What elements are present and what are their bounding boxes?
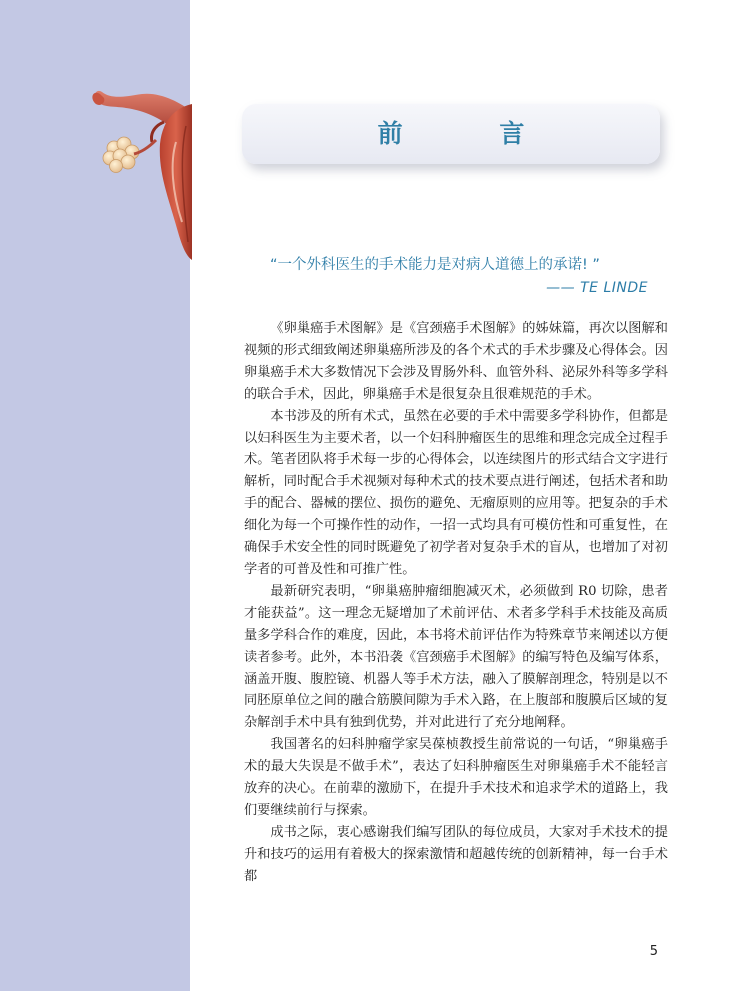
paragraph-1: 《卵巢癌手术图解》是《宫颈癌手术图解》的姊妹篇，再次以图解和视频的形式细致阐述卵巢癌所涉及的各个术式的手术步骤及心得体会。因卵巢癌手术大多数情况下会涉及胃肠外科、血管外科、泌尿外科等多学科的联合手术，因此，卵巢癌手术是很复杂且很难规范的手术。 [244,321,668,402]
epigraph-quote: “一个外科医生的手术能力是对病人道德上的承诺! ” [270,257,600,273]
paragraph-2: 本书涉及的所有术式，虽然在必要的手术中需要多学科协作，但都是以妇科医生为主要术者，以一个妇科肿瘤医生的思维和理念完成全过程手术。笔者团队将手术每一步的心得体会，以连续图片的形式结合文字进行解析，同时配合手术视频对每种术式的技术要点进行阐述，包括术者和助手的配合、器械的摆位、损伤的避免、无瘤原则的应用等。把复杂的手术细化为每一个可操作性的动作，一招一式均具有可模仿性和可重复性，在确保手术安全性的同时既避免了初学者对复杂手术的盲从，也增加了对初学者的可普及性和可推广性。 [244,408,668,577]
title-banner [242,104,660,164]
body-text [244,318,668,888]
paragraph-4: 我国著名的妇科肿瘤学家吴葆桢教授生前常说的一句话，“卵巢癌手术的最大失误是不做手术”，表达了妇科肿瘤医生对卵巢癌手术不能轻言放弃的决心。在前辈的激励下，在提升手术技术和追求学术的道路上，我们要继续前行与探索。 [244,737,668,818]
epigraph-author: —— TE LINDE [546,280,648,296]
page-number: 5 [649,944,658,959]
page-title: 前 言 [377,119,569,148]
paragraph-3: 最新研究表明，“卵巢癌肿瘤细胞减灭术，必须做到 R0 切除，患者才能获益”。这一理念无疑增加了术前评估、术者多学科手术技能及高质量多学科合作的难度，因此，本书将术前评估作为特殊章节来阐述以方便读者参考。此外，本书沿袭《宫颈癌手术图解》的编写特色及编写体系，涵盖开腹、腹腔镜、机器人等手术方法，融入了膜解剖理念，特别是以不同胚原单位之间的融合筋膜间隙为手术入路，在上腹部和腹膜后区域的复杂解剖手术中具有独到优势，并对此进行了充分地阐释。 [244,583,668,731]
paragraph-5: 成书之际，衷心感谢我们编写团队的每位成员，大家对手术技术的提升和技巧的运用有着极大的探索激情和超越传统的创新精神，每一台手术都 [244,824,668,884]
uterus-illustration-icon [90,82,192,260]
